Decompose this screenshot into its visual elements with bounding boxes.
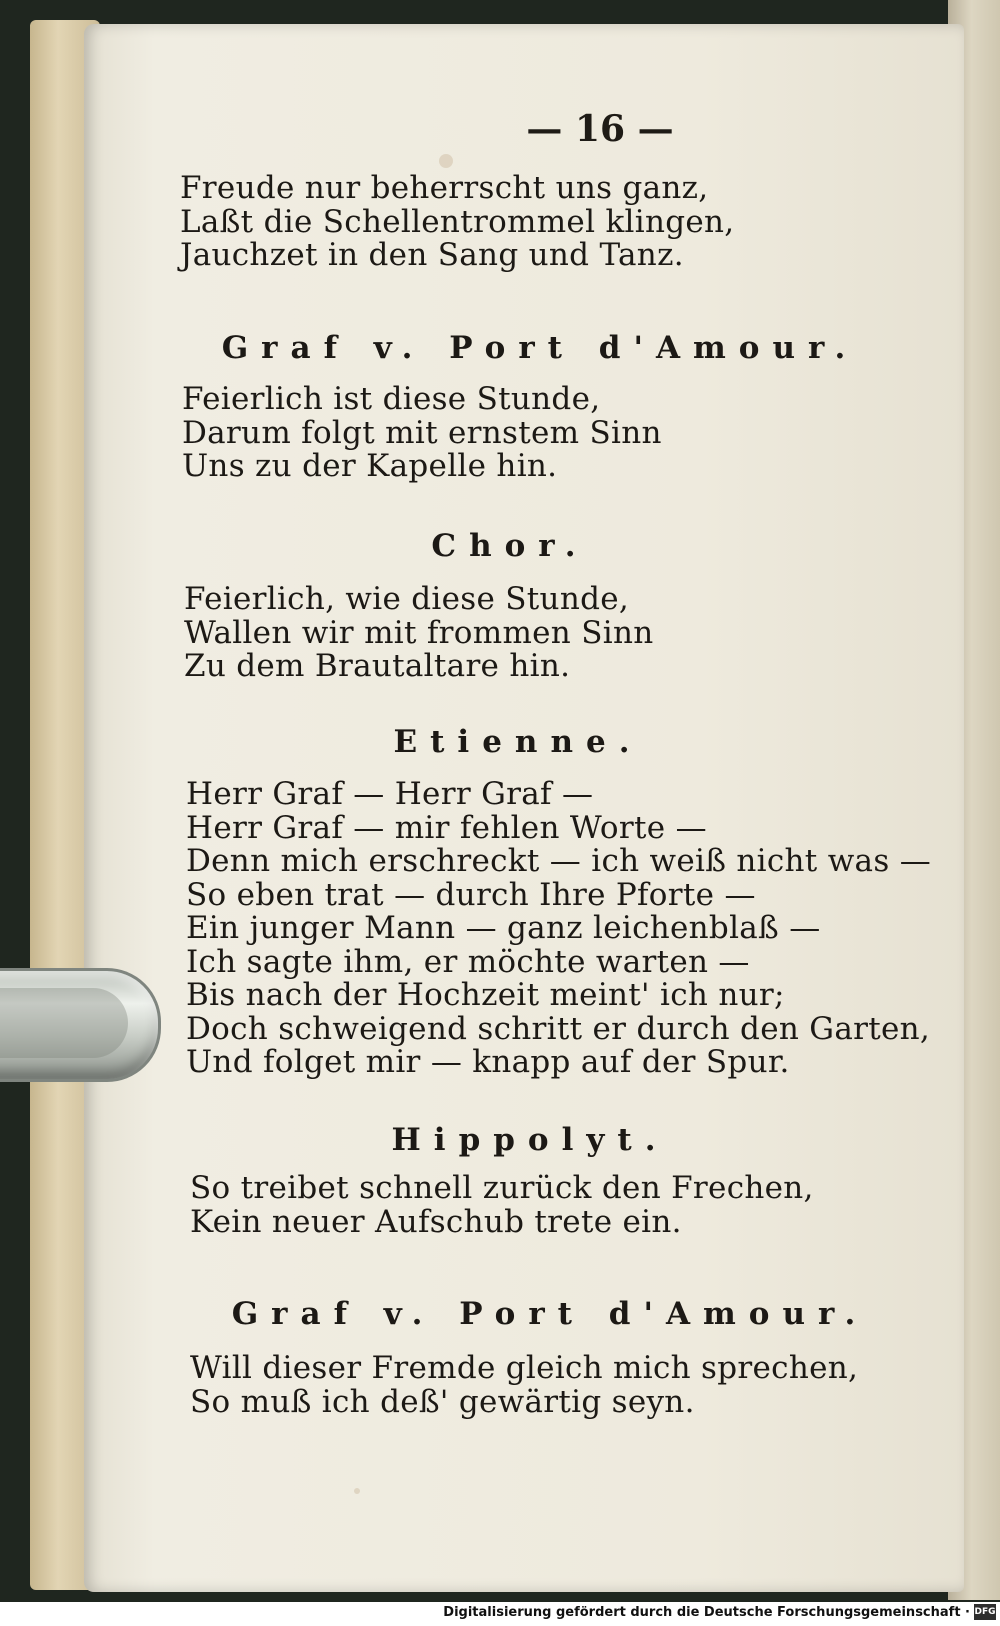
verse-line: Denn mich erschreckt — ich weiß nicht was — <box>186 843 932 879</box>
verse-line: Bis nach der Hochzeit meint' ich nur; <box>186 977 785 1013</box>
verse-block <box>190 1352 858 1419</box>
page-holder-clip-shadow <box>0 988 128 1058</box>
verse-block <box>190 1172 814 1239</box>
verse-line: Freude nur beherrscht uns ganz, <box>180 170 709 206</box>
verse-line: Herr Graf — Herr Graf — <box>186 776 594 812</box>
speaker-heading: Graf v. Port d'Amour. <box>231 1296 869 1332</box>
verse-block <box>186 778 931 1080</box>
verse-block <box>184 583 653 684</box>
verse-line: Herr Graf — mir fehlen Worte — <box>186 809 707 846</box>
verse-line: Laßt die Schellentrommel klingen, <box>180 203 735 240</box>
verse-line: Jauchzet in den Sang und Tanz. <box>180 237 684 273</box>
speaker-heading: Chor. <box>431 528 589 564</box>
verse-line: Ein junger Mann — ganz leichenblaß — <box>186 910 821 946</box>
speaker-heading: Graf v. Port d'Amour. <box>221 330 859 366</box>
paper-stain <box>354 1488 360 1494</box>
verse-line: So muß ich deß' gewärtig seyn. <box>190 1383 695 1420</box>
speaker-heading: Hippolyt. <box>391 1122 669 1158</box>
paper-stain <box>439 154 453 168</box>
verse-line: Zu dem Brautaltare hin. <box>184 648 571 684</box>
verse-line: Kein neuer Aufschub trete ein. <box>190 1203 682 1240</box>
footer-credit: Digitalisierung gefördert durch die Deutsche Forschungsgemeinschaft · <box>443 1605 970 1620</box>
verse-line: Ich sagte ihm, er möchte warten — <box>186 943 750 980</box>
verse-line: Uns zu der Kapelle hin. <box>182 448 558 484</box>
verse-line: Will dieser Fremde gleich mich sprechen, <box>190 1350 859 1386</box>
speaker-heading: Etienne. <box>393 724 643 760</box>
verse-line: Doch schweigend schritt er durch den Garten, <box>186 1010 931 1047</box>
verse-line: Feierlich, wie diese Stunde, <box>184 581 630 617</box>
verse-line: Wallen wir mit frommen Sinn <box>184 614 654 651</box>
page-number: — 16 — <box>526 108 674 150</box>
verse-block <box>182 383 662 484</box>
verse-block <box>180 172 734 273</box>
verse-line: So treibet schnell zurück den Frechen, <box>190 1170 814 1206</box>
verse-line: Feierlich ist diese Stunde, <box>182 381 601 417</box>
dfg-logo: DFG <box>974 1604 996 1620</box>
verse-line: So eben trat — durch Ihre Pforte — <box>186 876 756 913</box>
verse-line: Darum folgt mit ernstem Sinn <box>182 414 662 451</box>
verse-line: Und folget mir — knapp auf der Spur. <box>186 1044 790 1080</box>
